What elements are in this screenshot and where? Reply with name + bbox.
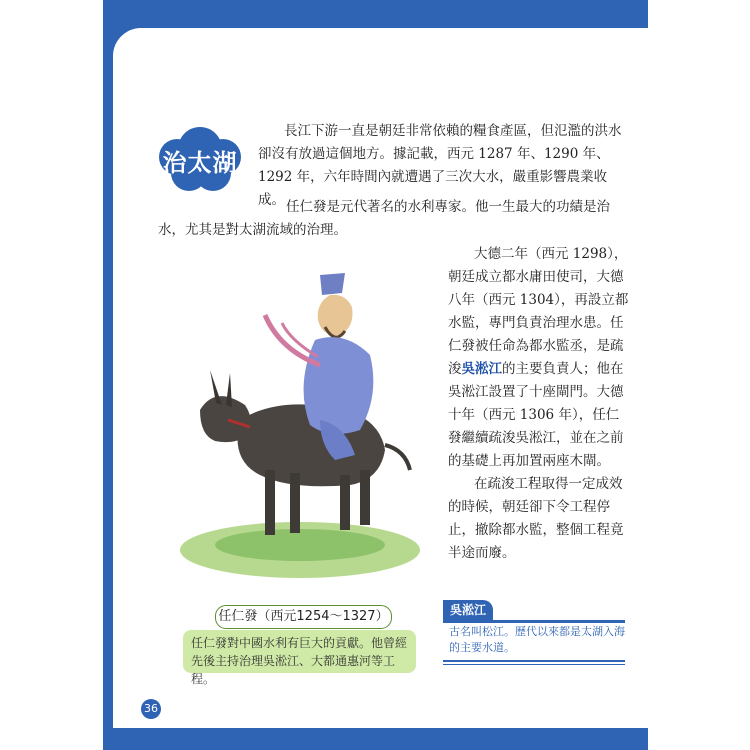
section-title: 治太湖 bbox=[162, 149, 238, 177]
caption-box: 任仁發對中國水利有巨大的貢獻。他曾經先後主持治理吳淞江、大都通惠河等工程。 bbox=[183, 630, 416, 673]
glossary-definition: 古名叫松江。歷代以來都是太湖入海的主要水道。 bbox=[449, 625, 625, 654]
history-text-b: 的主要負責人；他在吳淞江設置了十座閘門。大德十年（西元 1306 年），任仁發繼續疏浚吳淞江，並在之前的基礎上再加置兩座木閘。 bbox=[448, 361, 624, 469]
caption-title: 任仁發（西元1254～1327） bbox=[215, 605, 392, 629]
history-text-a: 大德二年（西元 1298），朝廷成立都水庸田使司，大德八年（西元 1304），再設立都水監，專門負責治理水患。任仁發被任命為都水監丞，是疏浚 bbox=[448, 246, 629, 377]
glossary-rule-top bbox=[443, 620, 625, 623]
glossary-rule-bottom-thin bbox=[443, 664, 625, 665]
glossary-term: 吳淞江 bbox=[443, 600, 493, 620]
outcome-paragraph: 在疏浚工程取得一定成效的時候，朝廷卻下令工程停止，撤除都水監，整個工程竟半途而廢。 bbox=[448, 476, 624, 561]
ren-renfa-on-donkey-illustration bbox=[170, 245, 430, 585]
expert-paragraph: 任仁發是元代著名的水利專家。他一生最大的功績是治水，尤其是對太湖流域的治理。 bbox=[158, 199, 610, 238]
history-paragraph bbox=[448, 243, 630, 473]
page-number: 36 bbox=[141, 699, 161, 719]
section-badge bbox=[155, 127, 245, 195]
intro-paragraph: 長江下游一直是朝廷非常依賴的糧食產區，但氾濫的洪水卻沒有放過這個地方。據記載，西元 1287 年、1290 年、1292 年，六年時間內就遭遇了三次大水，嚴重影響農業收成。 bbox=[258, 123, 622, 208]
highlight-term: 吳淞江 bbox=[461, 361, 502, 377]
glossary-rule-bottom bbox=[443, 660, 625, 662]
